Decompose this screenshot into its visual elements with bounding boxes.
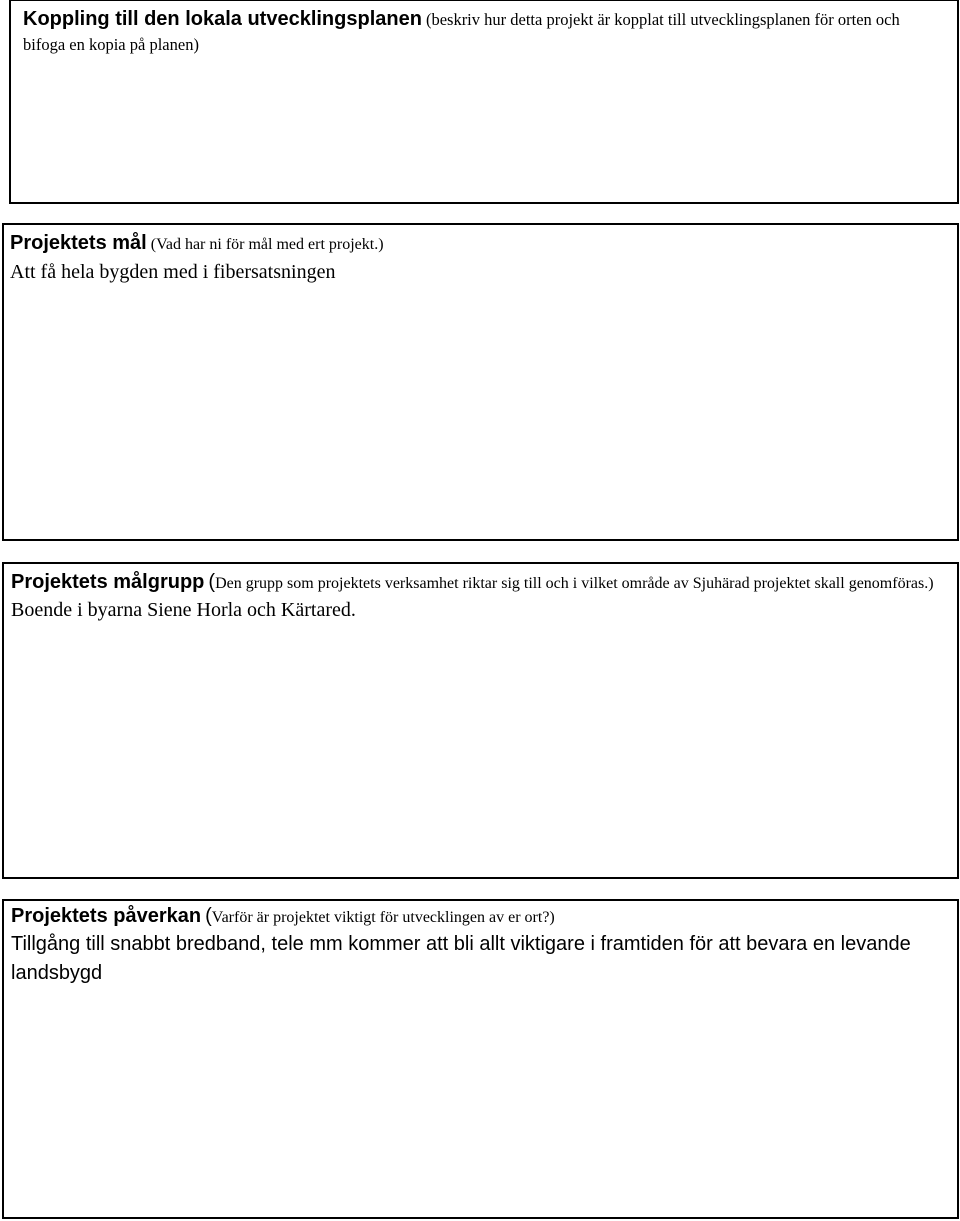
section-local-plan: [9, 0, 959, 204]
section-target-group-description: Den grupp som projektets verksamhet riktar sig till och i vilket område av Sjuhärad projektet skall genomföras.): [215, 575, 934, 592]
section-target-group-paren: (: [208, 571, 216, 593]
section-target-group: [2, 562, 959, 879]
section-goal: [2, 223, 959, 541]
section-impact: [2, 899, 959, 1219]
section-goal-answer[interactable]: Att få hela bygden med i fibersatsningen: [10, 261, 336, 283]
section-goal-description: (Vad har ni för mål med ert projekt.): [150, 236, 384, 253]
section-target-group-answer[interactable]: Boende i byarna Siene Horla och Kärtared.: [11, 599, 356, 621]
section-target-group-heading: [11, 570, 950, 596]
section-local-plan-heading: [23, 7, 945, 58]
section-impact-answer[interactable]: Tillgång till snabbt bredband, tele mm kommer att bli allt viktigare i framtiden för att bevara en levande landsbygd: [11, 933, 911, 984]
section-goal-title: Projektets mål: [10, 232, 147, 254]
section-impact-paren: (: [205, 905, 212, 927]
section-target-group-title: Projektets målgrupp: [11, 571, 205, 593]
section-local-plan-description: (beskriv hur detta projekt är kopplat till utvecklingsplanen för orten och bifoga en kopia på planen): [23, 10, 900, 54]
section-impact-heading: [11, 904, 950, 930]
section-impact-description: Varför är projektet viktigt för utvecklingen av er ort?): [211, 909, 555, 926]
section-local-plan-title: Koppling till den lokala utvecklingsplanen: [23, 8, 422, 30]
section-impact-title: Projektets påverkan: [11, 905, 202, 927]
section-goal-heading: [10, 230, 951, 258]
